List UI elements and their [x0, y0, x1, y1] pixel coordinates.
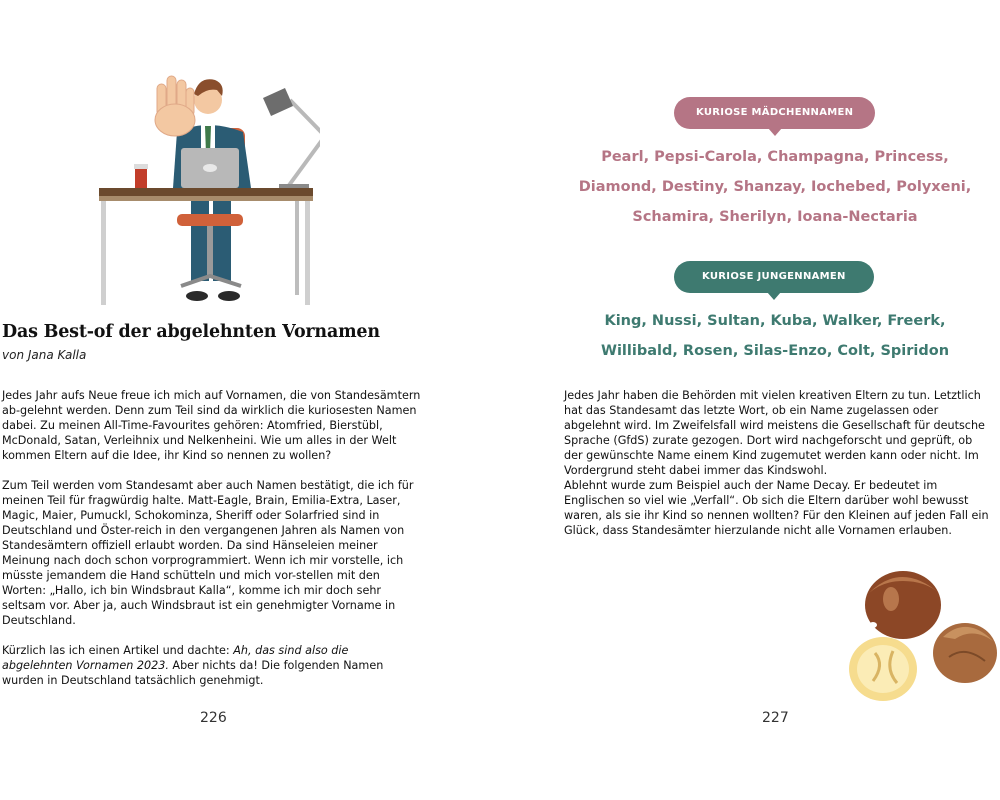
girls-names-list: [540, 142, 1000, 232]
names-line: Pearl, Pepsi-Carola, Champagna, Princess,: [601, 149, 949, 165]
raised-hand: [155, 76, 195, 136]
names-line: King, Nussi, Sultan, Kuba, Walker, Freerk,: [604, 313, 946, 329]
right-body-text: [564, 388, 994, 538]
paragraph: Zum Teil werden vom Standesamt aber auch Namen bestätigt, die ich für meinen Teil für fragwürdig halte. Matt-Eagle, Brain, Emilia-Extra, Laser, Magic, Maier, Pumuckl, Schokominza, Sheriff oder Solarfried sind in Deutschland und Öster-reich in den vergangenen Jahren als Namen von Standesämtern offiziell erlaubt worden. Da sind Hänseleien meiner Meinung nach doch schon vorprogrammiert. Wenn ich mir vorstelle, ich müsste jemandem die Hand schütteln und mich vor-stellen mit den Worten: „Hallo, ich bin Windsbraut Kalla“, komme ich mir doch sehr seltsam vor. Aber ja, auch Windsbraut ist ein genehmigter Vorname in Deutschland.: [2, 479, 414, 627]
desk-lamp: [287, 100, 320, 188]
names-line: Diamond, Destiny, Shanzay, Iochebed, Polyxeni,: [578, 179, 972, 195]
italic-quote: Ah, das sind also die abgelehnten Vornamen 2023.: [2, 644, 349, 672]
article-title: Das Best-of der abgelehnten Vornamen: [2, 322, 380, 342]
paragraph: Jedes Jahr haben die Behörden mit vielen kreativen Eltern zu tun. Letztlich hat das Standesamt das letzte Wort, ob ein Name zugelassen oder abgelehnt wird. Im Zweifelsfall wird meistens die Gesellschaft für deutsche Sprache (GfdS) zurate gezogen. Dort wird nachgeforscht und geprüft, ob der gewünschte Name einem Kind zugemutet werden kann oder nicht. Im Vordergrund steht dabei immer das Kindswohl.: [564, 389, 985, 477]
page-number-left: 226: [200, 710, 227, 726]
businessman-at-desk-illustration: [95, 70, 320, 310]
names-line: Willibald, Rosen, Silas-Enzo, Colt, Spiridon: [600, 343, 950, 359]
names-line: Schamira, Sherilyn, Ioana-Nectaria: [632, 209, 918, 225]
page-number-right: 227: [762, 710, 789, 726]
hazelnuts-illustration: [845, 565, 1000, 705]
boys-names-list: [540, 306, 1000, 366]
girls-names-heading: KURIOSE MÄDCHENNAMEN: [674, 97, 875, 129]
article-author: von Jana Kalla: [2, 348, 87, 362]
paragraph: Ablehnt wurde zum Beispiel auch der Name Decay. Er bedeutet im Englischen so viel wie „Verfall“. Ob sich die Eltern darüber wohl bewusst waren, als sie ihr Kind so nennen wollten? Für den Kleinen auf jeden Fall ein Glück, dass Standesämter hierzulande nicht alle Vornamen erlauben.: [564, 479, 989, 537]
left-body-text: [2, 388, 422, 703]
right-page: [500, 0, 1000, 800]
paragraph-with-italic: [2, 643, 422, 688]
paragraph: Jedes Jahr aufs Neue freue ich mich auf Vornamen, die von Standesämtern ab-gelehnt werden. Denn zum Teil sind da wirklich die kuriosesten Namen dabei. Zu meinen All-Time-Favourites gehören: Atomfried, Bierstübl, McDonald, Satan, Verleihnix und Nelkenheini. Wie um alles in der Welt kommen Eltern auf die Idee, ihr Kind so nennen zu wollen?: [2, 389, 421, 462]
paragraph-text: Aber nichts da! Die folgenden Namen wurden in Deutschland tatsächlich genehmigt.: [2, 659, 384, 687]
paragraph-text: Kürzlich las ich einen Artikel und dachte:: [2, 644, 234, 657]
boys-names-heading: KURIOSE JUNGENNAMEN: [674, 261, 874, 293]
